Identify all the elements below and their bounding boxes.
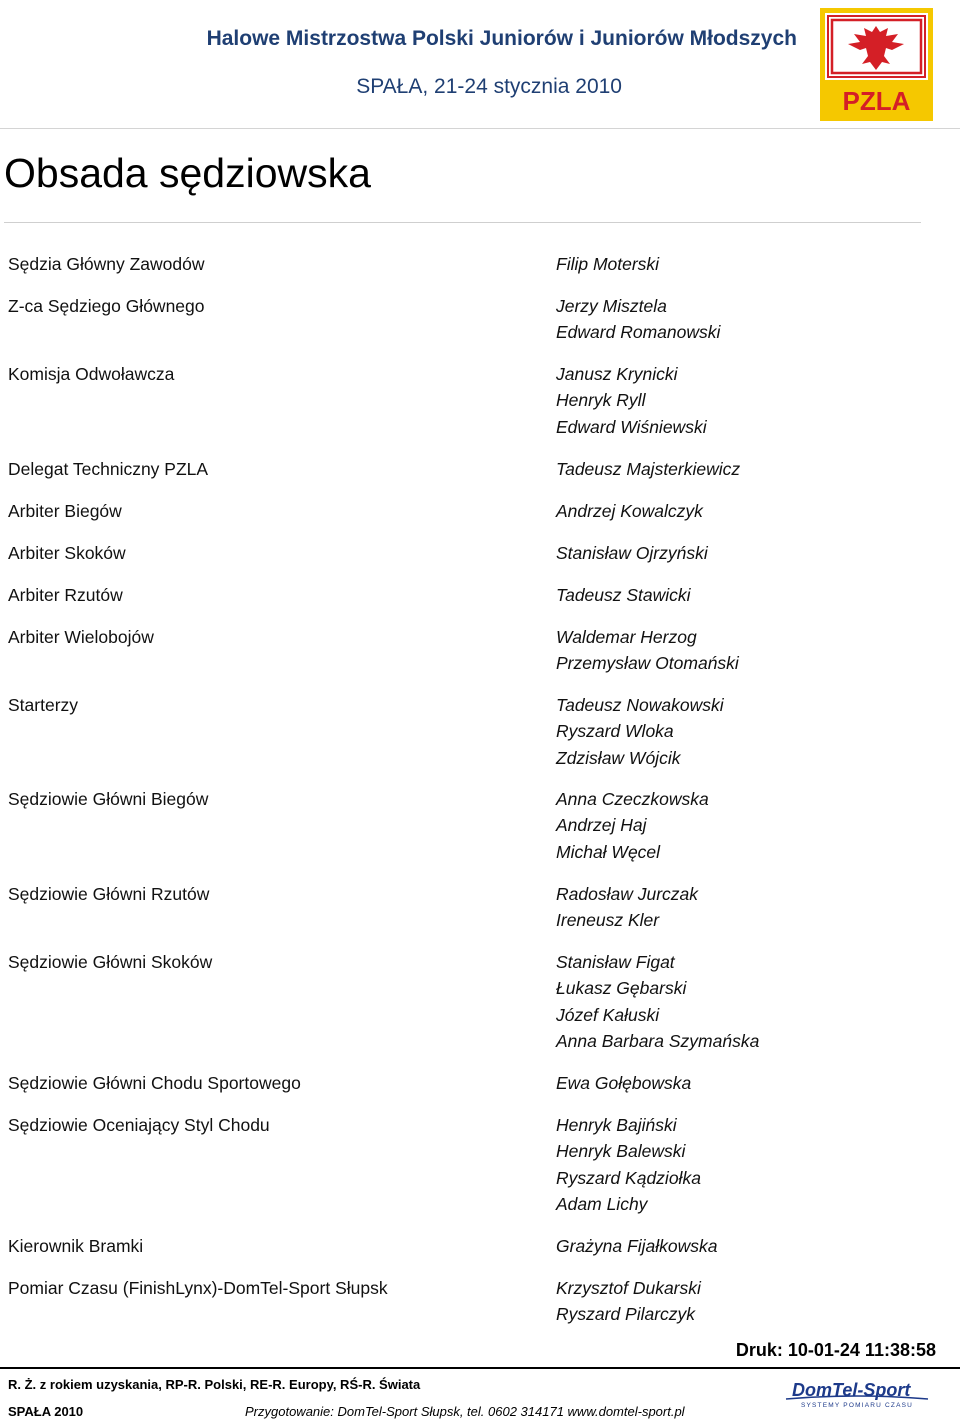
role-names [556,786,709,865]
official-name: Edward Wiśniewski [556,416,707,437]
pzla-logo [820,8,933,121]
official-name: Andrzej Haj [556,815,647,836]
official-name: Jerzy Misztela [556,296,667,316]
role-names [556,498,703,524]
official-name: Krzysztof Dukarski [556,1278,701,1298]
role-names [556,949,759,1054]
title-divider [4,222,921,223]
official-name: Łukasz Gębarski [556,978,687,999]
role-label: Sędziowie Główni Biegów [8,789,209,809]
role-label: Sędzia Główny Zawodów [8,254,205,274]
role-names [556,1112,701,1217]
role-label: Z-ca Sędziego Głównego [8,296,205,316]
print-timestamp: Druk: 10-01-24 11:38:58 [735,1340,936,1360]
role-names [556,692,724,771]
official-name: Zdzisław Wójcik [556,747,681,768]
role-label: Sędziowie Oceniający Styl Chodu [8,1115,270,1135]
role-label: Arbiter Biegów [8,501,122,521]
role-names [556,1275,701,1328]
official-name: Radosław Jurczak [556,884,698,904]
official-name: Ewa Gołębowska [556,1073,692,1093]
official-name: Edward Romanowski [556,322,721,343]
official-name: Grażyna Fijałkowska [556,1236,718,1256]
role-names [556,881,698,934]
role-label: Arbiter Wielobojów [8,627,154,647]
role-label: Arbiter Rzutów [8,585,123,605]
official-name: Andrzej Kowalczyk [556,501,703,521]
role-names [556,1233,717,1259]
official-name: Ryszard Wloka [556,721,674,742]
official-name: Anna Czeczkowska [556,789,709,809]
header-divider [0,128,960,129]
role-label: Sędziowie Główni Chodu Sportowego [8,1073,301,1093]
official-name: Stanisław Ojrzyński [556,543,708,563]
role-names [556,1070,691,1096]
event-date-location: SPAŁA, 21-24 stycznia 2010 [356,75,622,98]
role-names [556,293,720,346]
domtel-sport-logo [782,1379,932,1409]
role-names [556,582,691,608]
official-name: Henryk Balewski [556,1141,686,1162]
official-name: Ryszard Pilarczyk [556,1304,696,1325]
role-label: Delegat Techniczny PZLA [8,459,209,479]
footer-event-name: SPAŁA 2010 [8,1404,84,1419]
official-name: Tadeusz Majsterkiewicz [556,459,741,479]
role-names [556,251,659,277]
footer-divider [0,1367,960,1369]
official-name: Henryk Ryll [556,390,646,411]
official-name: Janusz Krynicki [556,364,678,384]
official-name: Filip Moterski [556,254,660,274]
role-label: Kierownik Bramki [8,1236,144,1256]
official-name: Józef Kałuski [556,1004,660,1025]
official-name: Tadeusz Nowakowski [556,695,724,715]
official-name: Stanisław Figat [556,952,675,972]
role-label: Arbiter Skoków [8,543,126,563]
page-title: Obsada sędziowska [4,150,371,196]
official-name: Anna Barbara Szymańska [556,1030,760,1051]
official-name: Przemysław Otomański [556,653,739,674]
role-names [556,624,739,677]
role-names [556,540,708,566]
records-legend: R. Ż. z rokiem uzyskania, RP-R. Polski, RE-R. Europy, RŚ-R. Świata [8,1377,421,1392]
role-label: Starterzy [8,695,79,715]
official-name: Tadeusz Stawicki [556,585,691,605]
role-label: Pomiar Czasu (FinishLynx)-DomTel-Sport Słupsk [8,1278,388,1298]
official-name: Adam Lichy [556,1193,648,1214]
official-name: Ryszard Kądziołka [556,1167,701,1188]
official-name: Waldemar Herzog [556,627,697,647]
pzla-logo-text: PZLA [842,86,911,116]
event-title: Halowe Mistrzostwa Polski Juniorów i Juniorów Młodszych [206,27,797,50]
role-names [556,456,740,482]
footer-prepared-by: Przygotowanie: DomTel-Sport Słupsk, tel. 0602 314171 www.domtel-sport.pl [245,1404,685,1419]
domtel-logo-tagline: SYSTEMY POMIARU CZASU [800,1402,914,1409]
official-name: Ireneusz Kler [556,910,660,931]
role-label: Sędziowie Główni Rzutów [8,884,210,904]
role-label: Komisja Odwoławcza [8,364,175,384]
role-names [556,361,707,440]
official-name: Michał Węcel [556,841,661,862]
role-label: Sędziowie Główni Skoków [8,952,213,972]
official-name: Henryk Bajiński [556,1115,677,1135]
domtel-logo-name: DomTel-Sport [792,1380,911,1400]
